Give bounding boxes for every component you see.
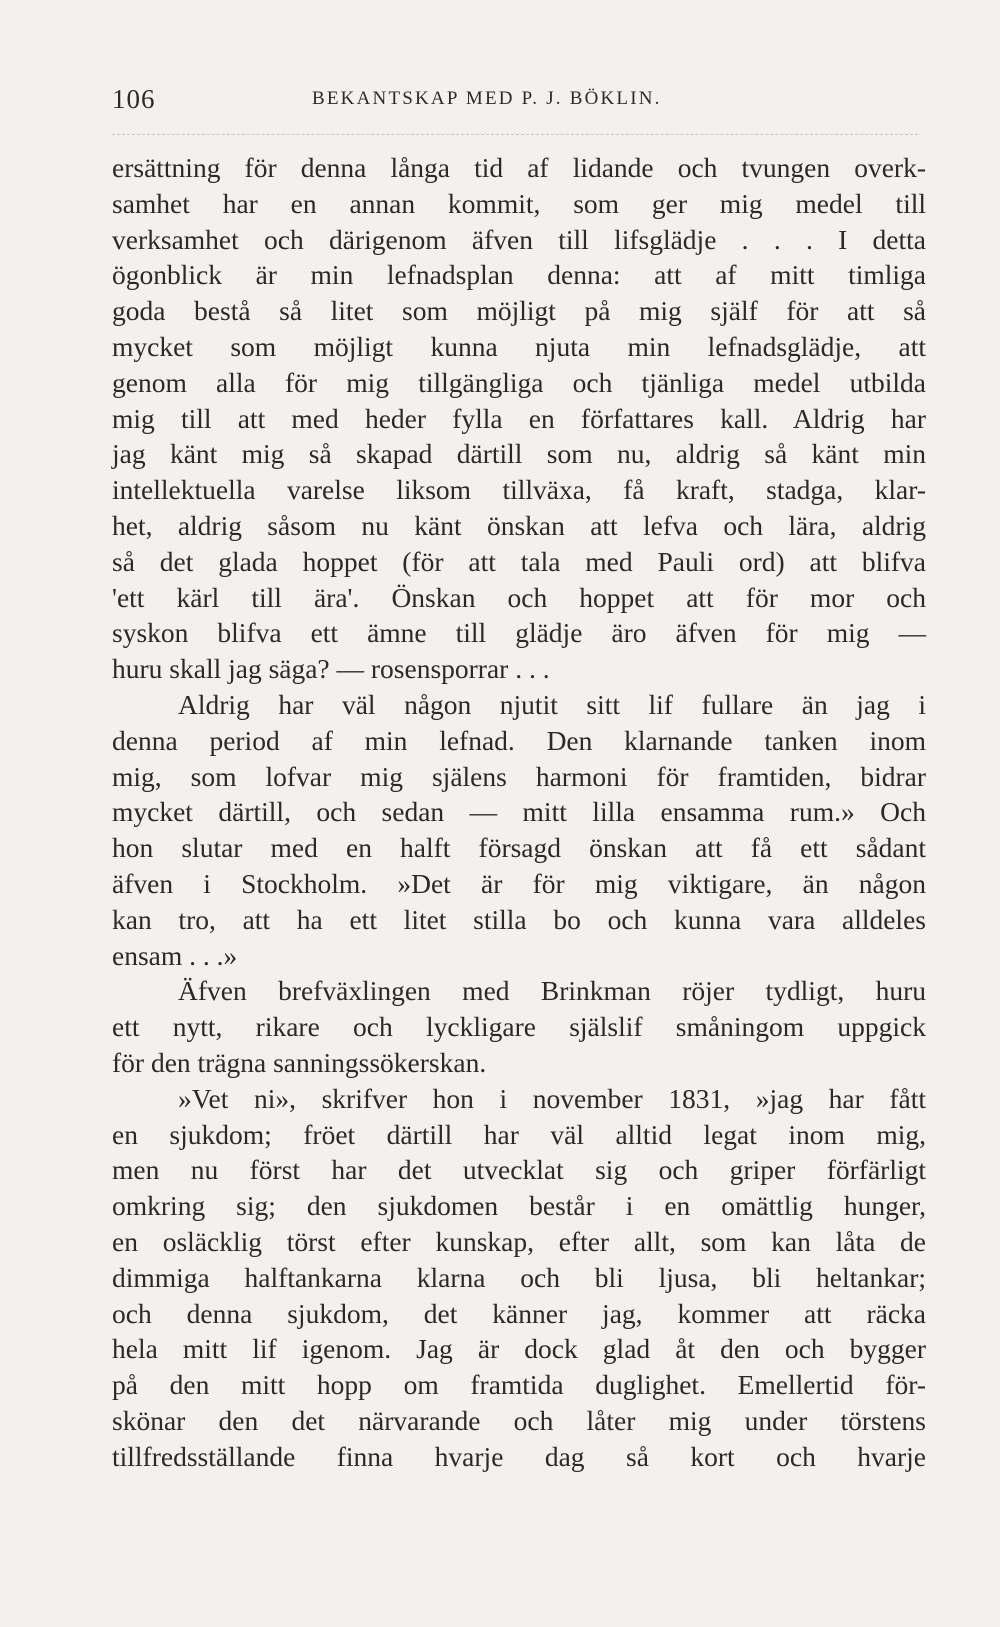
text-line: goda bestå så litet som möjligt på mig själf för att så (112, 295, 926, 327)
text-line: intellektuella varelse liksom tillväxa, få kraft, stadga, klar- (112, 474, 926, 506)
body-text (112, 150, 926, 1474)
text-line: kan tro, att ha ett litet stilla bo och kunna vara alldeles (112, 903, 926, 935)
text-line: genom alla för mig tillgängliga och tjänliga medel utbilda (112, 366, 926, 398)
text-line: skönar den det närvarande och låter mig under törstens (112, 1404, 926, 1436)
text-line: het, aldrig såsom nu känt önskan att lefva och lära, aldrig (112, 509, 926, 541)
text-line: ensam . . .» (112, 939, 238, 971)
text-line: syskon blifva ett ämne till glädje äro äfven för mig — (112, 617, 926, 649)
text-line: verksamhet och därigenom äfven till lifsglädje . . . I detta (112, 223, 926, 255)
text-line: mycket som möjligt kunna njuta min lefnadsglädje, att (112, 330, 926, 362)
text-line: mycket därtill, och sedan — mitt lilla ensamma rum.» Och (112, 796, 926, 828)
text-line: jag känt mig så skapad därtill som nu, aldrig så känt min (112, 438, 926, 470)
text-line: och denna sjukdom, det känner jag, kommer att räcka (112, 1297, 926, 1329)
text-line: »Vet ni», skrifver hon i november 1831, »jag har fått (178, 1082, 926, 1114)
text-line: så det glada hoppet (för att tala med Pauli ord) att blifva (112, 545, 926, 577)
running-title: BEKANTSKAP MED P. J. BÖKLIN. (312, 88, 662, 109)
text-line: för den trägna sanningssökerskan. (112, 1046, 487, 1078)
text-line: ett nytt, rikare och lyckligare själslif småningom uppgick (112, 1011, 926, 1043)
text-line: Aldrig har väl någon njutit sitt lif fullare än jag i (178, 688, 926, 720)
text-line: en osläcklig törst efter kunskap, efter allt, som kan låta de (112, 1225, 926, 1257)
text-line: samhet har en annan kommit, som ger mig medel till (112, 187, 926, 219)
text-line: tillfredsställande finna hvarje dag så kort och hvarje (112, 1440, 926, 1472)
header-rule (112, 134, 918, 135)
text-line: omkring sig; den sjukdomen består i en omättlig hunger, (112, 1190, 926, 1222)
text-line: på den mitt hopp om framtida duglighet. Emellertid för- (112, 1369, 926, 1401)
text-line: hela mitt lif igenom. Jag är dock glad åt den och bygger (112, 1333, 926, 1365)
page-header (112, 84, 912, 124)
text-line: mig till att med heder fylla en författares kall. Aldrig har (112, 402, 926, 434)
text-line: äfven i Stockholm. »Det är för mig viktigare, än någon (112, 867, 926, 899)
text-line: 'ett kärl till ära'. Önskan och hoppet att för mor och (112, 581, 926, 613)
text-line: en sjukdom; fröet därtill har väl alltid legat inom mig, (112, 1118, 926, 1150)
text-line: hon slutar med en halft försagd önskan att få ett sådant (112, 832, 926, 864)
page-number: 106 (112, 84, 156, 114)
text-line: ersättning för denna långa tid af lidande och tvungen overk- (112, 152, 926, 183)
text-line: mig, som lofvar mig själens harmoni för framtiden, bidrar (112, 760, 926, 792)
text-line: Äfven brefväxlingen med Brinkman röjer tydligt, huru (178, 975, 926, 1007)
text-line: men nu först har det utvecklat sig och griper förfärligt (112, 1154, 926, 1186)
text-line: ögonblick är min lefnadsplan denna: att af mitt timliga (112, 259, 926, 291)
text-line: dimmiga halftankarna klarna och bli ljusa, bli heltankar; (112, 1261, 926, 1293)
text-line: denna period af min lefnad. Den klarnande tanken inom (112, 724, 926, 756)
text-line: huru skall jag säga? — rosensporrar . . . (112, 653, 550, 685)
